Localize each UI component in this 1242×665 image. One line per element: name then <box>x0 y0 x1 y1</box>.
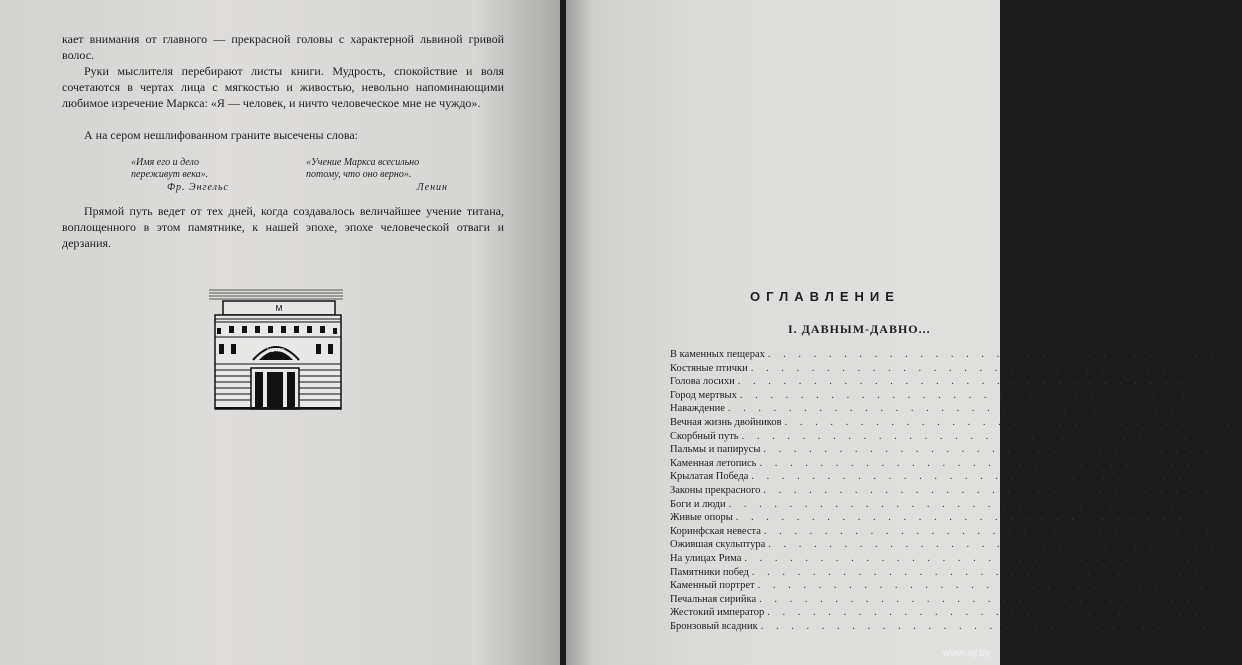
toc-entry[interactable]: Жестокий император . . . . . . . . . . . . . . . . . . . . . . . . . . . . . . 3 <box>670 607 1226 619</box>
toc-entry[interactable]: Памятники побед . . . . . . . . . . . . . . . . . . . . . . . . . . . . . . 2 <box>670 566 1210 578</box>
leader-dots: . . . . . . . . . . . . . . . . . . . . . . . . . . . . . . <box>739 389 1190 401</box>
quote-lenin-text: «Учение Маркса всесильно потому, что оно верно». <box>306 157 420 180</box>
toc-section-title: I. ДАВНЫМ-ДАВНО... <box>788 322 931 336</box>
toc-entry[interactable]: Наваждение . . . . . . . . . . . . . . . . . . . . . . . . . . . . . . 1 <box>670 403 1186 415</box>
toc-entry[interactable]: Коринфская невеста . . . . . . . . . . . . . . . . . . . . . . . . . . . . . . 2 <box>670 525 1222 537</box>
leader-dots: . . . . . . . . . . . . . . . . . . . . . . . . . . . . . . <box>763 525 1214 537</box>
leader-dots: . . . . . . . . . . . . . . . . . . . . . . . . . . . . . . <box>737 376 1188 388</box>
leader-dots: . . . . . . . . . . . . . . . . . . . . . . . . . . . . . . <box>760 620 1211 632</box>
toc-entry[interactable]: В каменных пещерах . . . . . . . . . . . . . . . . . . . . . . . . . . . . . . <box>670 349 1218 360</box>
quote-engels-text: «Имя его и дело переживут века». <box>131 157 209 180</box>
leader-dots: . . . . . . . . . . . . . . . . . . . . . . . . . . . . . . <box>728 498 1179 510</box>
toc-heading: ОГЛАВЛЕНИЕ <box>750 289 900 304</box>
toc-entry[interactable]: На улицах Рима . . . . . . . . . . . . . . . . . . . . . . . . . . . . . . 2 <box>670 552 1203 564</box>
toc-list <box>670 348 1242 633</box>
metro-building-illustration <box>209 288 343 409</box>
toc-entry[interactable]: Печальная сирийка . . . . . . . . . . . . . . . . . . . . . . . . . . . . . . 3 <box>670 593 1218 605</box>
toc-entry[interactable]: Ожившая скульптура . . . . . . . . . . . . . . . . . . . . . . . . . . . . . . 2 <box>670 539 1227 551</box>
metro-sign: М <box>275 304 283 313</box>
toc-entry[interactable]: Пальмы и папирусы . . . . . . . . . . . . . . . . . . . . . . . . . . . . . . 1 <box>670 444 1222 456</box>
leader-dots: . . . . . . . . . . . . . . . . . . . . . . . . . . . . . . <box>741 430 1192 442</box>
quote-engels <box>131 157 229 194</box>
leader-dots: . . . . . . . . . . . . . . . . . . . . . . . . . . . . . . <box>750 362 1201 374</box>
leader-dots: . . . . . . . . . . . . . . . . . . . . . . . . . . . . . . <box>757 580 1208 592</box>
leader-dots: . . . . . . . . . . . . . . . . . . . . . . . . . . . . . . <box>763 444 1214 456</box>
quote-lenin <box>306 157 448 194</box>
toc-entry[interactable]: Вечная жизнь двойников . . . . . . . . . . . . . . . . . . . . . . . . . . . . . . 1 <box>670 416 1242 428</box>
leader-dots: . . . . . . . . . . . . . . . . . . . . . . . . . . . . . . <box>763 484 1214 496</box>
paragraph-thinker-hands: Руки мыслителя перебирают листы книги. Мудрость, спокойствие и воля сочетаются в чертах лица с мягкостью и живостью, невольно напоминающими любимое изречение Маркса: «Я — человек, и ничто человеческое мне не чуждо». <box>62 64 504 110</box>
quote-engels-author: Фр. Энгельс <box>167 182 229 193</box>
leader-dots: . . . . . . . . . . . . . . . . . . . . . . . . . . . . . . <box>759 457 1210 469</box>
toc-entry[interactable]: Живые опоры . . . . . . . . . . . . . . . . . . . . . . . . . . . . . . 2 <box>670 512 1194 524</box>
watermark: www.ay.by <box>942 648 990 659</box>
toc-entry[interactable]: Скорбный путь . . . . . . . . . . . . . . . . . . . . . . . . . . . . . . 1 <box>670 430 1200 442</box>
metro-emblem-text: МЕТРО <box>267 348 285 354</box>
toc-entry[interactable]: Костяные птички . . . . . . . . . . . . . . . . . . . . . . . . . . . . . . <box>670 362 1201 374</box>
toc-entry[interactable]: Крылатая Победа . . . . . . . . . . . . . . . . . . . . . . . . . . . . . . 1 <box>670 471 1210 483</box>
toc-entry[interactable]: Законы прекрасного . . . . . . . . . . . . . . . . . . . . . . . . . . . . . . 2 <box>670 484 1222 496</box>
toc-entry[interactable]: Голова лосихи . . . . . . . . . . . . . . . . . . . . . . . . . . . . . . 1 <box>670 376 1196 388</box>
leader-dots: . . . . . . . . . . . . . . . . . . . . . . . . . . . . . . <box>751 471 1202 483</box>
toc-entry[interactable]: Каменная летопись . . . . . . . . . . . . . . . . . . . . . . . . . . . . . . 1 <box>670 457 1218 469</box>
leader-dots: . . . . . . . . . . . . . . . . . . . . . . . . . . . . . . <box>744 552 1195 564</box>
paragraph-continuation: кает внимания от главного — прекрасной головы с характерной львиной гривой волос. <box>62 32 504 62</box>
leader-dots: . . . . . . . . . . . . . . . . . . . . . . . . . . . . . . <box>727 403 1178 415</box>
leader-dots: . . . . . . . . . . . . . . . . . . . . . . . . . . . . . . <box>767 607 1218 619</box>
quote-lenin-author: Ленин <box>416 182 448 193</box>
leader-dots: . . . . . . . . . . . . . . . . . . . . . . . . . . . . . . <box>751 566 1202 578</box>
toc-entry[interactable]: Каменный портрет . . . . . . . . . . . . . . . . . . . . . . . . . . . . . . 2 <box>670 580 1216 592</box>
leader-dots: . . . . . . . . . . . . . . . . . . . . . . . . . . . . . . <box>735 512 1186 524</box>
toc-entry[interactable]: Город мертвых . . . . . . . . . . . . . . . . . . . . . . . . . . . . . . 1 <box>670 389 1198 401</box>
left-page <box>0 0 560 665</box>
leader-dots: . . . . . . . . . . . . . . . . . . . . . . . . . . . . . . <box>759 593 1210 605</box>
leader-dots: . . . . . . . . . . . . . . . . . . . . . . . . . . . . . . <box>784 416 1235 428</box>
paragraph-closing: Прямой путь ведет от тех дней, когда создавалось величайшее учение титана, воплощенного в этом памятнике, к нашей эпохе, эпохе человеческой отваги и дерзания. <box>62 204 504 250</box>
toc-entry[interactable]: Бронзовый всадник . . . . . . . . . . . . . . . . . . . . . . . . . . . . . . 3 <box>670 620 1219 632</box>
toc-entry[interactable]: Боги и люди . . . . . . . . . . . . . . . . . . . . . . . . . . . . . . 2 <box>670 498 1187 510</box>
leader-dots: . . . . . . . . . . . . . . . . . . . . . . . . . . . . . . <box>768 539 1219 551</box>
leader-dots: . . . . . . . . . . . . . . . . . . . . . . . . . . . . . . <box>767 349 1218 360</box>
paragraph-granite: А на сером нешлифованном граните высечены слова: <box>84 128 359 142</box>
